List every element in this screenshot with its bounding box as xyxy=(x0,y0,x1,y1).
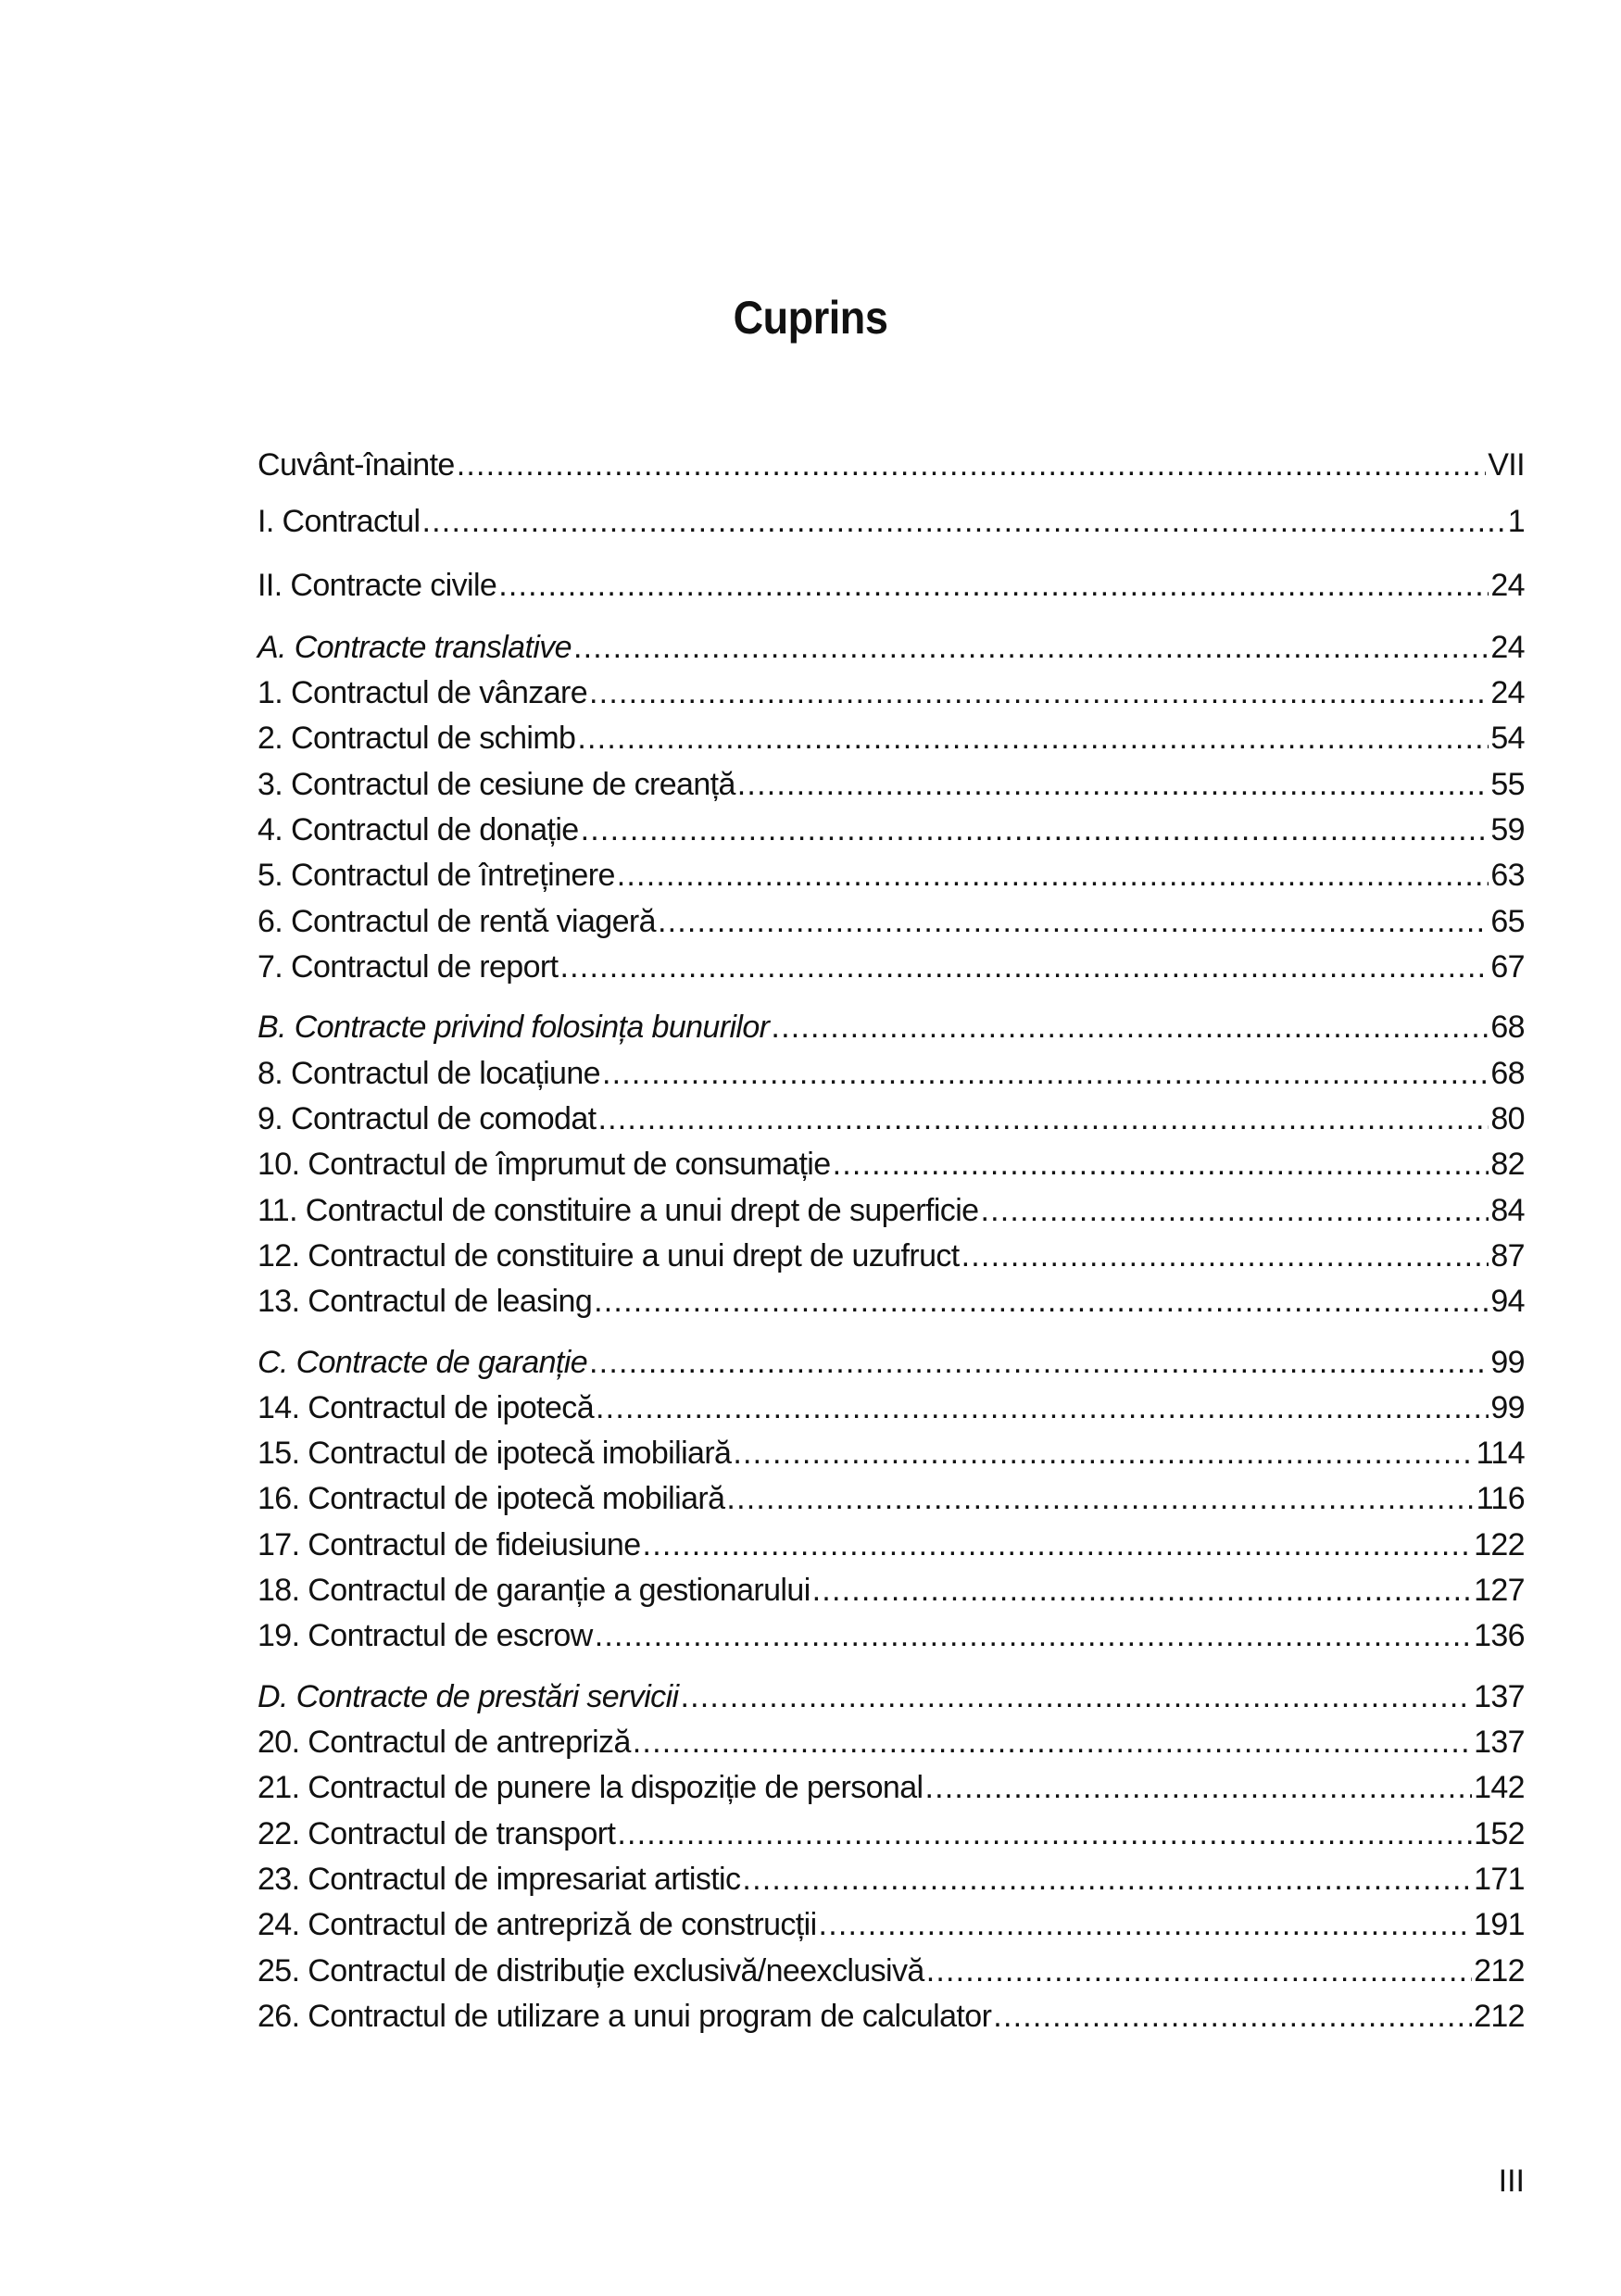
toc-entry-page: 142 xyxy=(1474,1770,1525,1805)
dot-leader xyxy=(726,1478,1474,1519)
toc-entry-page: 24 xyxy=(1490,568,1525,603)
toc-entry-page: 65 xyxy=(1490,904,1525,939)
toc-entry[interactable] xyxy=(258,1433,1525,1474)
toc-entry-page: 24 xyxy=(1490,630,1525,665)
toc-entry-page: 1 xyxy=(1507,504,1525,539)
toc-entry-page: 80 xyxy=(1490,1101,1525,1136)
dot-leader xyxy=(573,627,1489,668)
toc-entry-label: 13. Contractul de leasing xyxy=(258,1284,593,1319)
toc-entry[interactable] xyxy=(258,1904,1525,1945)
toc-entry-label: 11. Contractul de constituire a unui drept de superficie xyxy=(258,1193,979,1228)
dot-leader xyxy=(742,1859,1472,1900)
toc-entry[interactable] xyxy=(258,1813,1525,1854)
toc-section[interactable] xyxy=(258,627,1525,668)
dot-leader xyxy=(924,1767,1472,1808)
toc-entry-label: 1. Contractul de vânzare xyxy=(258,675,588,710)
dot-leader xyxy=(589,1342,1489,1383)
toc-section[interactable] xyxy=(258,1007,1525,1048)
toc-entry-label: 2. Contractul de schimb xyxy=(258,721,576,756)
toc-entry[interactable] xyxy=(258,1722,1525,1763)
toc-entry-page: 63 xyxy=(1490,858,1525,893)
dot-leader xyxy=(422,501,1506,542)
toc-entry-page: 152 xyxy=(1474,1816,1525,1851)
toc-entry-label: 18. Contractul de garanție a gestionarului xyxy=(258,1573,810,1608)
toc-section-label: B. Contracte privind folosința bunurilor xyxy=(258,1010,770,1045)
toc-entry-label: 14. Contractul de ipotecă xyxy=(258,1390,595,1425)
dot-leader xyxy=(596,1387,1489,1428)
toc-entry-label: 23. Contractul de impresariat artistic xyxy=(258,1862,741,1897)
toc-entry-label: 10. Contractul de împrumut de consumație xyxy=(258,1147,831,1182)
toc-entry-page: 68 xyxy=(1490,1056,1525,1091)
toc-entry-label: 16. Contractul de ipotecă mobiliară xyxy=(258,1481,725,1516)
dot-leader xyxy=(961,1236,1489,1276)
toc-entry[interactable] xyxy=(258,1951,1525,1991)
dot-leader xyxy=(833,1144,1489,1185)
toc-entry[interactable] xyxy=(258,565,1525,606)
toc-entry-page: 137 xyxy=(1474,1725,1525,1760)
toc-entry[interactable] xyxy=(258,1767,1525,1808)
dot-leader xyxy=(812,1570,1472,1611)
dot-leader xyxy=(617,1813,1472,1854)
toc-entry[interactable] xyxy=(258,809,1525,850)
toc-entry-page: 54 xyxy=(1490,721,1525,756)
toc-entry-page: 212 xyxy=(1474,1999,1525,2034)
dot-leader xyxy=(819,1904,1473,1945)
toc-entry-label: 4. Contractul de donație xyxy=(258,812,579,847)
toc-entry-label: 6. Contractul de rentă viageră xyxy=(258,904,656,939)
toc-entry-page: VII xyxy=(1488,447,1525,483)
toc-entry[interactable] xyxy=(258,1098,1525,1139)
toc-entry[interactable] xyxy=(258,1570,1525,1611)
toc-entry[interactable] xyxy=(258,1859,1525,1900)
page-title: Cuprins xyxy=(733,292,888,344)
toc-entry-page: 116 xyxy=(1476,1481,1525,1516)
toc-entry-label: 9. Contractul de comodat xyxy=(258,1101,597,1136)
toc-entry[interactable] xyxy=(258,672,1525,713)
toc-entry-label: 15. Contractul de ipotecă imobiliară xyxy=(258,1436,732,1471)
toc-entry-page: 137 xyxy=(1474,1679,1525,1714)
toc-entry-label: I. Contractul xyxy=(258,504,421,539)
toc-entry-page: 127 xyxy=(1474,1573,1525,1608)
toc-entry-page: 82 xyxy=(1490,1147,1525,1182)
dot-leader xyxy=(980,1190,1489,1231)
toc-entry-page: 114 xyxy=(1476,1436,1525,1471)
toc-entry[interactable] xyxy=(258,764,1525,805)
toc-entry-page: 136 xyxy=(1474,1618,1525,1653)
toc-entry-label: 17. Contractul de fideiusiune xyxy=(258,1527,641,1562)
toc-entry-page: 191 xyxy=(1474,1907,1525,1942)
toc-entry[interactable] xyxy=(258,1281,1525,1322)
toc-entry-label: 8. Contractul de locațiune xyxy=(258,1056,600,1091)
toc-entry[interactable] xyxy=(258,1478,1525,1519)
dot-leader xyxy=(498,565,1489,606)
dot-leader xyxy=(993,1996,1472,2037)
toc-entry-page: 94 xyxy=(1490,1284,1525,1319)
dot-leader xyxy=(595,1615,1472,1656)
toc-entry-page: 171 xyxy=(1474,1862,1525,1897)
toc-entry[interactable] xyxy=(258,1387,1525,1428)
dot-leader xyxy=(577,718,1489,759)
toc-section-label: A. Contracte translative xyxy=(258,630,572,665)
toc-entry[interactable] xyxy=(258,1236,1525,1276)
toc-entry-label: 21. Contractul de punere la dispoziție de personal xyxy=(258,1770,924,1805)
toc-entry-page: 24 xyxy=(1490,675,1525,710)
toc-section[interactable] xyxy=(258,1676,1525,1717)
toc-section-label: C. Contracte de garanție xyxy=(258,1345,588,1380)
toc-entry-label: 22. Contractul de transport xyxy=(258,1816,616,1851)
page-number: III xyxy=(1498,2164,1525,2199)
toc-entry-label: II. Contracte civile xyxy=(258,568,497,603)
toc-entry-label: 25. Contractul de distribuție exclusivă/neexclusivă xyxy=(258,1953,924,1989)
dot-leader xyxy=(597,1098,1489,1139)
toc-entry[interactable] xyxy=(258,855,1525,896)
toc-entry[interactable] xyxy=(258,901,1525,942)
toc-section[interactable] xyxy=(258,1342,1525,1383)
toc-entry-page: 122 xyxy=(1474,1527,1525,1562)
toc-section-label: D. Contracte de prestări servicii xyxy=(258,1679,679,1714)
toc-entry-label: 24. Contractul de antrepriză de construcții xyxy=(258,1907,817,1942)
dot-leader xyxy=(658,901,1489,942)
toc-entry[interactable] xyxy=(258,947,1525,987)
dot-leader xyxy=(926,1951,1472,1991)
dot-leader xyxy=(680,1676,1472,1717)
toc-entry[interactable] xyxy=(258,445,1525,485)
toc-entry[interactable] xyxy=(258,1996,1525,2037)
dot-leader xyxy=(560,947,1489,987)
dot-leader xyxy=(594,1281,1489,1322)
toc-entry-label: 7. Contractul de report xyxy=(258,949,559,985)
toc-entry-label: 19. Contractul de escrow xyxy=(258,1618,593,1653)
toc-entry-label: Cuvânt-înainte xyxy=(258,447,455,483)
toc-entry-page: 59 xyxy=(1490,812,1525,847)
toc-entry[interactable] xyxy=(258,501,1525,542)
toc-entry-label: 3. Contractul de cesiune de creanță xyxy=(258,767,735,802)
toc-entry[interactable] xyxy=(258,1615,1525,1656)
toc-entry[interactable] xyxy=(258,1524,1525,1565)
dot-leader xyxy=(617,855,1489,896)
toc-entry-page: 55 xyxy=(1490,767,1525,802)
toc-entry-label: 26. Contractul de utilizare a unui program de calculator xyxy=(258,1999,992,2034)
toc-entry[interactable] xyxy=(258,1053,1525,1094)
toc-entry-page: 67 xyxy=(1490,949,1525,985)
dot-leader xyxy=(589,672,1489,713)
toc-entry-label: 20. Contractul de antrepriză xyxy=(258,1725,631,1760)
toc-entry-page: 99 xyxy=(1490,1345,1525,1380)
dot-leader xyxy=(602,1053,1489,1094)
toc-entry-page: 68 xyxy=(1490,1010,1525,1045)
toc-entry-page: 84 xyxy=(1490,1193,1525,1228)
dot-leader xyxy=(643,1524,1473,1565)
toc-entry-label: 5. Contractul de întreținere xyxy=(258,858,615,893)
toc-entry-page: 87 xyxy=(1490,1238,1525,1273)
dot-leader xyxy=(771,1007,1489,1048)
dot-leader xyxy=(733,1433,1474,1474)
toc-entry[interactable] xyxy=(258,1144,1525,1185)
toc-entry[interactable] xyxy=(258,718,1525,759)
dot-leader xyxy=(737,764,1489,805)
dot-leader xyxy=(581,809,1489,850)
dot-leader xyxy=(457,445,1486,485)
dot-leader xyxy=(633,1722,1472,1763)
toc-entry[interactable] xyxy=(258,1190,1525,1231)
toc-entry-page: 212 xyxy=(1474,1953,1525,1989)
toc-entry-label: 12. Contractul de constituire a unui drept de uzufruct xyxy=(258,1238,960,1273)
toc-entry-page: 99 xyxy=(1490,1390,1525,1425)
